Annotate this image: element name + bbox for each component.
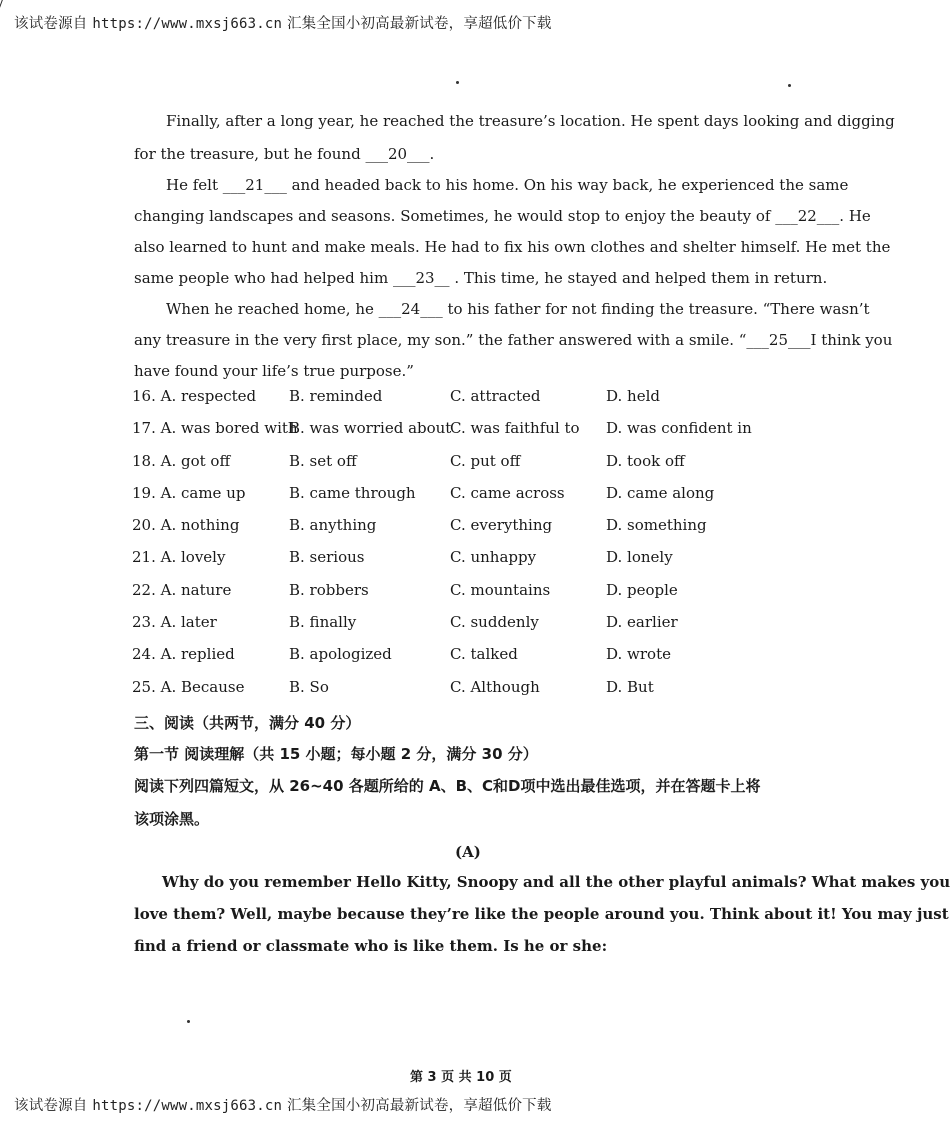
option-b: B. robbers: [289, 580, 369, 599]
source-url[interactable]: https://www.mxsj663.cn: [92, 16, 283, 32]
option-a: 23. A. later: [132, 613, 217, 632]
section-heading: 三、阅读（共两节，满分 40 分）: [134, 714, 361, 732]
option-a: 20. A. nothing: [132, 516, 240, 535]
passage-line: same people who had helped him ___23__ . This time, he stayed and helped them in return.: [134, 269, 828, 287]
passage-line: When he reached home, he ___24___ to his father for not finding the treasure. “There wasn’t: [166, 300, 870, 318]
passage-line: also learned to hunt and make meals. He had to fix his own clothes and shelter himself. He met the: [134, 238, 891, 256]
section-subheading: 第一节 阅读理解（共 15 小题；每小题 2 分，满分 30 分）: [134, 745, 538, 763]
option-b: B. So: [289, 677, 329, 696]
option-d: D. held: [606, 387, 660, 405]
passage-line: have found your life’s true purpose.”: [134, 362, 414, 380]
option-c: C. put off: [450, 451, 521, 470]
option-c: C. attracted: [450, 387, 541, 405]
scan-speck: [456, 81, 459, 84]
option-d: D. wrote: [606, 645, 671, 664]
option-d: D. But: [606, 677, 654, 696]
passage-a-line: love them? Well, maybe because they’re like the people around you. Think about it! You may just: [134, 905, 949, 923]
source-url[interactable]: https://www.mxsj663.cn: [92, 1098, 283, 1114]
option-d: D. was confident in: [606, 419, 752, 438]
source-prefix: 该试卷源自: [14, 1098, 93, 1114]
option-b: B. serious: [289, 548, 365, 567]
option-a: 17. A. was bored with: [132, 419, 298, 438]
option-b: B. finally: [289, 613, 357, 632]
option-b: B. came through: [289, 483, 416, 502]
page-number: 第 3 页 共 10 页: [410, 1070, 512, 1085]
section-instruction: 该项涂黑。: [134, 810, 210, 828]
source-suffix: 汇集全国小初高最新试卷，享超低价下载: [282, 16, 552, 32]
option-d: D. lonely: [606, 548, 673, 567]
option-d: D. took off: [606, 451, 685, 470]
option-c: C. Although: [450, 677, 540, 696]
passage-a-line: find a friend or classmate who is like them. Is he or she:: [134, 937, 608, 955]
option-a: 19. A. came up: [132, 483, 246, 502]
option-d: D. people: [606, 580, 678, 599]
option-c: C. mountains: [450, 580, 551, 599]
option-c: C. talked: [450, 645, 518, 664]
option-c: C. came across: [450, 483, 565, 502]
option-a: 18. A. got off: [132, 451, 231, 470]
source-header: [14, 12, 552, 33]
option-b: B. reminded: [289, 387, 383, 405]
option-b: B. apologized: [289, 645, 392, 664]
passage-line: He felt ___21___ and headed back to his home. On his way back, he experienced the same: [166, 176, 849, 194]
scan-speck: [788, 84, 791, 87]
option-c: C. was faithful to: [450, 419, 580, 438]
option-b: B. set off: [289, 451, 357, 470]
option-a: 16. A. respected: [132, 387, 257, 405]
source-footer: [14, 1094, 552, 1115]
option-a: 25. A. Because: [132, 677, 245, 696]
source-prefix: 该试卷源自: [14, 16, 93, 32]
option-d: D. came along: [606, 483, 715, 502]
option-c: C. suddenly: [450, 613, 539, 632]
passage-a-line: Why do you remember Hello Kitty, Snoopy and all the other playful animals? What makes you: [162, 873, 950, 891]
option-a: 24. A. replied: [132, 645, 235, 664]
option-d: D. something: [606, 516, 707, 535]
option-c: C. unhappy: [450, 548, 537, 567]
option-a: 21. A. lovely: [132, 548, 226, 567]
passage-line: changing landscapes and seasons. Sometimes, he would stop to enjoy the beauty of ___22___. He: [134, 207, 871, 225]
passage-line: for the treasure, but he found ___20___.: [134, 145, 435, 163]
section-instruction: 阅读下列四篇短文，从 26~40 各题所给的 A、B、C和D项中选出最佳选项，并在答题卡上将: [134, 777, 761, 795]
option-c: C. everything: [450, 516, 553, 535]
scan-corner-mark: [0, 0, 9, 10]
passage-label: (A): [455, 843, 481, 861]
option-b: B. was worried about: [289, 419, 452, 438]
scan-speck: [187, 1020, 190, 1023]
passage-line: any treasure in the very first place, my son.” the father answered with a smile. “___25___I think you: [134, 331, 893, 349]
option-a: 22. A. nature: [132, 580, 232, 599]
source-suffix: 汇集全国小初高最新试卷，享超低价下载: [282, 1098, 552, 1114]
passage-line: Finally, after a long year, he reached the treasure’s location. He spent days looking and digging: [166, 112, 895, 130]
option-b: B. anything: [289, 516, 377, 535]
option-d: D. earlier: [606, 613, 678, 632]
passage-a: [134, 866, 950, 962]
